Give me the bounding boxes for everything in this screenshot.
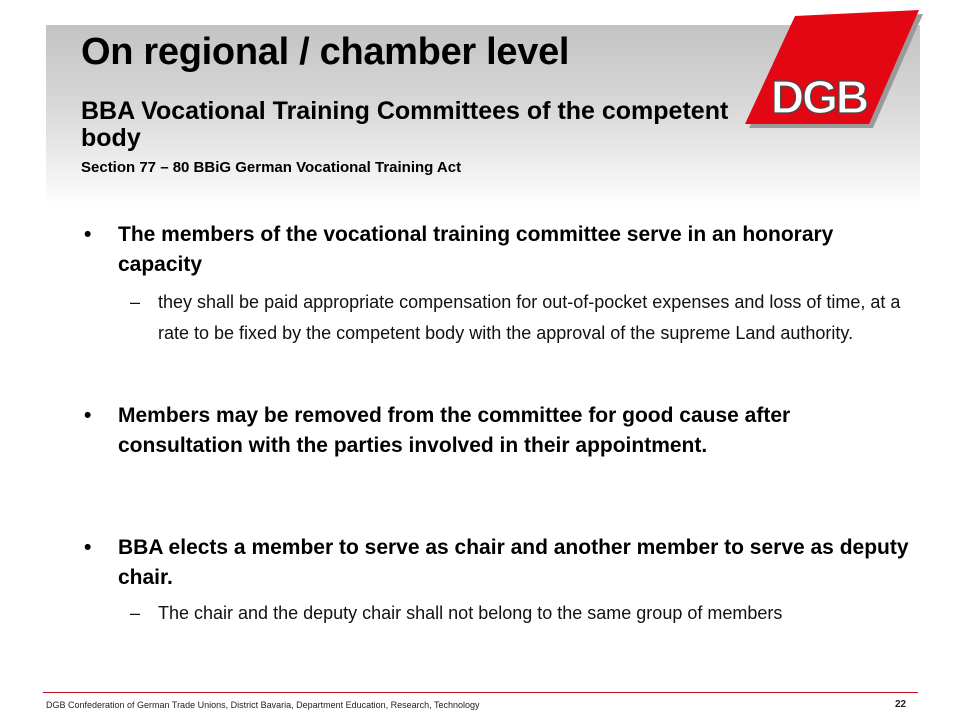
sub-bullet-item [78, 287, 914, 349]
bullet-marker: • [84, 404, 92, 427]
sub-bullet-text: The chair and the deputy chair shall not belong to the same group of members [158, 603, 783, 623]
bullet-item [78, 401, 914, 461]
footer-text: DGB Confederation of German Trade Unions, District Bavaria, Department Education, Research, Technology [46, 700, 480, 710]
bullet-text: The members of the vocational training committee serve in an honorary capacity [118, 223, 834, 276]
footer-divider [43, 692, 918, 693]
sub-bullet-marker: – [130, 292, 141, 312]
page-number: 22 [895, 699, 907, 710]
logo-text: DGB [770, 71, 868, 123]
sub-bullet-marker: – [130, 603, 141, 623]
page-title: On regional / chamber level [81, 31, 570, 73]
bullet-text: Members may be removed from the committee for good cause after consultation with the parties involved in their appointment. [118, 404, 791, 457]
bullet-item [78, 220, 914, 280]
bullet-marker: • [84, 223, 92, 246]
sub-bullet-text: they shall be paid appropriate compensation for out-of-pocket expenses and loss of time, at a rate to be fixed by the competent body with the approval of the supreme Land authority. [158, 292, 901, 343]
bullet-marker: • [84, 536, 92, 559]
bullet-item [78, 533, 914, 593]
section-reference: Section 77 – 80 BBiG German Vocational Training Act [81, 159, 462, 176]
page-subtitle: BBA Vocational Training Committees of the competent body [81, 97, 729, 152]
dgb-logo [745, 10, 927, 130]
sub-bullet-item [78, 595, 914, 631]
bullet-text: BBA elects a member to serve as chair and another member to serve as deputy chair. [118, 536, 909, 589]
